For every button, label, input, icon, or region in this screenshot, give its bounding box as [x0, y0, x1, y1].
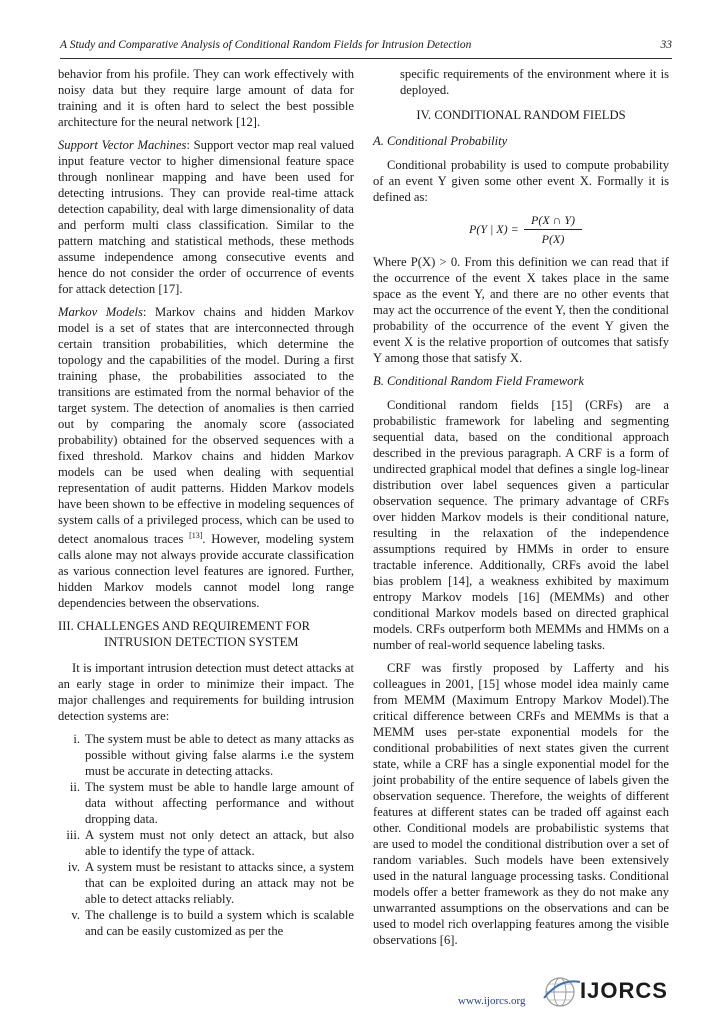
section-3-line1: III. CHALLENGES AND REQUIREMENT FOR [58, 619, 310, 634]
requirements-list [58, 731, 354, 939]
section-3-line2: INTRUSION DETECTION SYSTEM [104, 635, 299, 650]
paragraph-nn-cont: behavior from his profile. They can work effectively with noisy data but they require large amount of data for training and it is often hard to select the best possible architecture for the neural network [12]. [58, 67, 354, 129]
markov-lead: Markov Models [58, 305, 143, 319]
formula-denominator: P(X) [541, 232, 565, 246]
markov-text-a: : Markov chains and hidden Markov model is a set of states that are interconnected through certain transition probabilities, which determine the topology and the capabilities of the model. During a first training phase, the probabilities associated to the transitions are estimated from the normal behavior of the target system. The detection of anomalies is then carried out by comparing the anomaly score (associated probability) obtained for the observed sequences with a fixed threshold. Markov chains and hidden Markov models can be used when dealing with sequential representation of audit patterns. Hidden Markov models have been shown to be effective in modeling sequences of system calls of a privileged process, which can be used to detect anomalous traces [58, 305, 354, 547]
running-header [60, 39, 672, 57]
list-item: iv. A system must be resistant to attacks since, a system that can be exploited during an attack may not be able to detect attacks reliably. [67, 860, 354, 907]
list-item: i. The system must be able to detect as many attacks as possible without giving false alarms i.e the system must be accurate in detecting attacks. [73, 732, 354, 779]
formula-numerator: P(X ∩ Y) [524, 212, 582, 230]
left-column [58, 66, 354, 939]
globe-icon [540, 972, 584, 1012]
subsection-b-heading: B. Conditional Random Field Framework [373, 374, 584, 388]
markov-ref: [13] [189, 531, 203, 540]
section-3-heading [58, 618, 354, 650]
list-item: iii. A system must not only detect an attack, but also able to identify the type of attack. [66, 828, 354, 859]
page-number: 33 [660, 39, 672, 51]
markov-text-b: . However, modeling system calls alone may not always provide accurate classification as various connection level features are ignored. Further, hidden Markov models cannot model long range dependencies between the observations. [58, 532, 354, 611]
paragraph-challenges: It is important intrusion detection must detect attacks at an early stage in order to minimize their impact. The major challenges and requirements for building intrusion detection systems are: [58, 661, 354, 724]
paragraph-cond-prob-explain: Where P(X) > 0. From this definition we can read that if the occurrence of the event X takes place in the same space as the event Y, and there are no other events that may act the occurrence of the event Y, then the conditional probability of the occurrence of the event Y given the event X is the relative proportion of outcomes that satisfy Y among those that satisfy X. [373, 255, 669, 365]
svm-text: : Support vector map real valued input feature vector to higher dimensional feature space through nonlinear mapping and have been used for detecting intrusions. They can provide real-time attack detection capability, deal with large dimensionality of data and perform multi class classification. Similar to the pattern matching and statistical methods, these methods assume independence among consecutive events and hence do not consider the order of occurrence of events for attack detection [17]. [58, 138, 354, 296]
section-4-heading: IV. CONDITIONAL RANDOM FIELDS [416, 108, 626, 122]
formula-fraction [524, 212, 582, 247]
journal-logo [540, 972, 680, 1012]
subsection-a-heading: A. Conditional Probability [373, 134, 508, 148]
paragraph-crf-history: CRF was firstly proposed by Lafferty and his colleagues in 2001, [15] whose model idea mainly came from MEMM (Maximum Entropy Markov Model).The critical difference between CRFs and MEMMs is that a MEMM uses per-state exponential models for the conditional probabilities of next states given the current state, while a CRF has a single exponential model for the joint probability of the entire sequence of labels given the observation sequence. Therefore, the weights of different features at different states can be traded off against each other. Conditional models are probabilistic systems that are used to model the conditional distribution over a set of random variables. Such models have been extensively used in the natural language processing tasks. Conditional models offer a better framework as they do not make any unwarranted assumptions on the observations and can be used to model rich overlapping features among the visible observations [6]. [373, 661, 669, 947]
list-item: ii. The system must be able to handle large amount of data without affecting performance and without dropping data. [69, 780, 354, 827]
list-item: v. The challenge is to build a system which is scalable and can be easily customized as per the [71, 908, 354, 939]
formula-conditional-probability [373, 212, 669, 246]
formula-lhs: P(Y | X) = [469, 222, 519, 236]
paragraph-cond-prob: Conditional probability is used to compute probability of an event Y given some other event X. Formally it is defined as: [373, 158, 669, 204]
right-column [373, 66, 669, 955]
header-rule [60, 58, 672, 59]
paragraph-markov [58, 304, 354, 611]
running-title: A Study and Comparative Analysis of Conditional Random Fields for Intrusion Detection [60, 39, 472, 51]
paragraph-svm [58, 137, 354, 297]
journal-url-link[interactable]: www.ijorcs.org [458, 995, 526, 1007]
list-continuation: specific requirements of the environment where it is deployed. [400, 67, 669, 97]
paragraph-crf-intro: Conditional random fields [15] (CRFs) are a probabilistic framework for labeling and segmenting sequential data, based on the conditional approach described in the previous paragraph. A CRF is a form of undirected graphical model that defines a single log-linear distribution over label sequences given a particular observation sequence. The primary advantage of CRFs over hidden Markov models is their conditional nature, resulting in the relaxation of the independence assumptions required by HMMs in order to ensure tractable inference. Additionally, CRFs avoid the label bias problem [14], a weakness exhibited by maximum entropy Markov models [16] (MEMMs) and other conditional Markov models based on directed graphical models. CRFs outperform both MEMMs and HMMs on a number of real-world sequence labeling tasks. [373, 398, 669, 652]
logo-text: IJORCS [580, 978, 668, 1003]
svm-lead: Support Vector Machines [58, 138, 187, 152]
